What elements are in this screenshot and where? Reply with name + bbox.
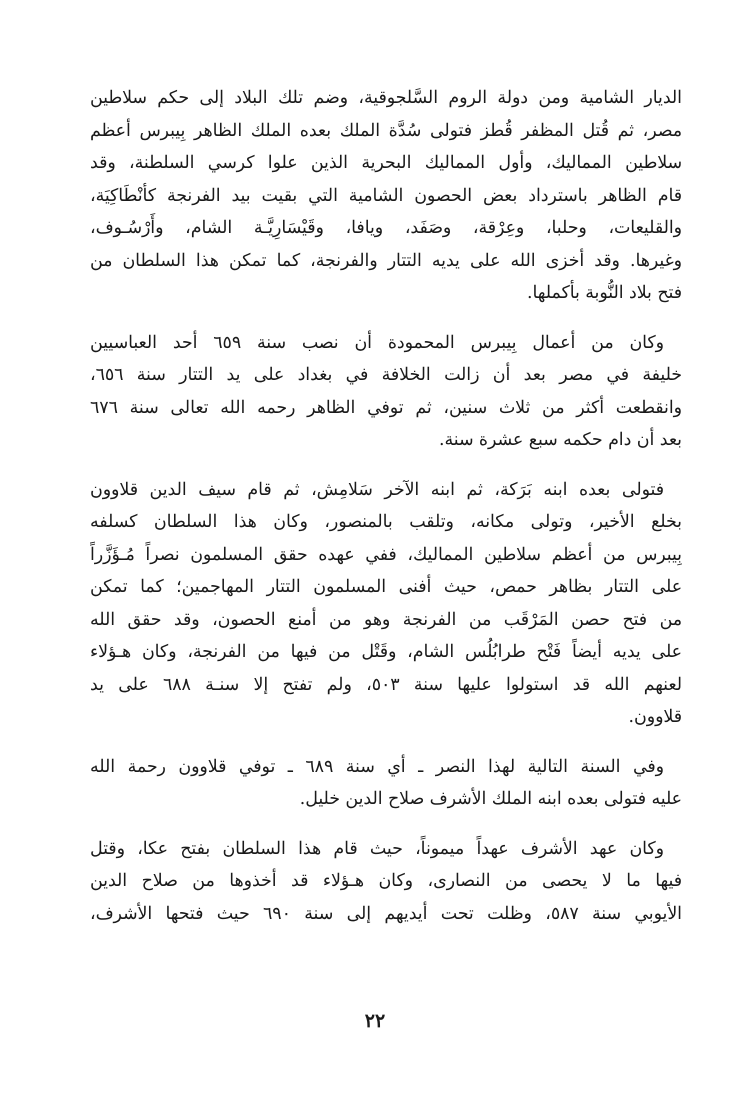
text-line: الأيوبي سنة ٥٨٧، وظلت تحت أيديهم إلى سنة ٦٩٠ حيث فتحها الأشرف، [90,903,682,924]
text-line-last: فتح بلاد النُّوبة بأكملها. [527,283,682,303]
text-line: على يديه أيضاً فَتْح طرابُلُس الشام، وقَتْل من فيها من الفرنجة، وكان هـؤلاء [90,642,682,662]
text-line: قام الظاهر باسترداد بعض الحصون الشامية التي بقيت بيد الفرنجة كأنْطَاكِيَة، [90,185,682,206]
text-line: خليفة في مصر بعد أن زالت الخلافة في بغداد على يد التتار سنة ٦٥٦، [90,365,682,385]
text-line-last: قلاوون. [628,707,682,727]
page-number: ٢٢ [364,1010,386,1032]
text-line: وفي السنة التالية لهذا النصر ـ أي سنة ٦٨٩ ـ توفي قلاوون رحمة الله [90,756,664,777]
text-line: لعنهم الله قد استولوا عليها سنة ٥٠٣، ولم تفتح إلا سنـة ٦٨٨ على يد [90,674,682,695]
text-line: مصر، ثم قُتل المظفر قُطز فتولى سُدَّة الملك بعده الملك الظاهر بِيبرس أعظم [90,120,682,141]
text-line: فتولى بعده ابنه بَرَكة، ثم ابنه الآخر سَلامِش، ثم قام سيف الدين قلاوون [90,479,664,500]
text-line: الديار الشامية ومن دولة الروم السَّلجوقية، وضم تلك البلاد إلى حكم سلاطين [90,88,682,108]
text-line: وانقطعت أكثر من ثلاث سنين، ثم توفي الظاهر رحمه الله تعالى سنة ٦٧٦ [90,397,682,418]
text-line: فيها ما لا يحصى من النصارى، وكان هـؤلاء قد أخذوها من صلاح الدين [90,871,682,891]
text-line: وكان عهد الأشرف عهداً ميموناً، حيث قام هذا السلطان بفتح عكا، وقتل [90,838,664,859]
text-line: وكان من أعمال بِيبرس المحمودة أن نصب سنة ٦٥٩ أحد العباسيين [90,332,664,353]
page-body-text [90,82,682,930]
text-line: من فتح حصن المَرْقَب من الفرنجة وهو من أمنع الحصون، وقد حقق الله [90,609,682,630]
text-line-last: عليه فتولى بعده ابنه الملك الأشرف صلاح الدين خليل. [299,789,682,809]
text-line: وغيرها. وقد أخزى الله على يديه التتار والفرنجة، كما تمكن هذا السلطان من [90,250,682,271]
text-line-last: بعد أن دام حكمه سبع عشرة سنة. [438,430,682,450]
text-line: سلاطين المماليك، وأول المماليك البحرية الذين علوا كرسي السلطنة، وقد [90,153,682,173]
text-line: والقليعات، وحلبا، وعِرْقة، وصَفَد، ويافا، وقَيْسَارِيَّـة الشام، وأَرْسُـوف، [90,218,682,238]
text-line: بخلع الأخير، وتولى مكانه، وتلقب بالمنصور، وكان هذا السلطان كسلفه [90,512,682,532]
text-line: بِيبرس من أعظم سلاطين المماليك، ففي عهده حقق المسلمون نصراً مُـؤَزَّراً [90,544,682,565]
text-line: على التتار بظاهر حمص، حيث أفنى المسلمون التتار المهاجمين؛ كما تمكن [90,577,682,597]
